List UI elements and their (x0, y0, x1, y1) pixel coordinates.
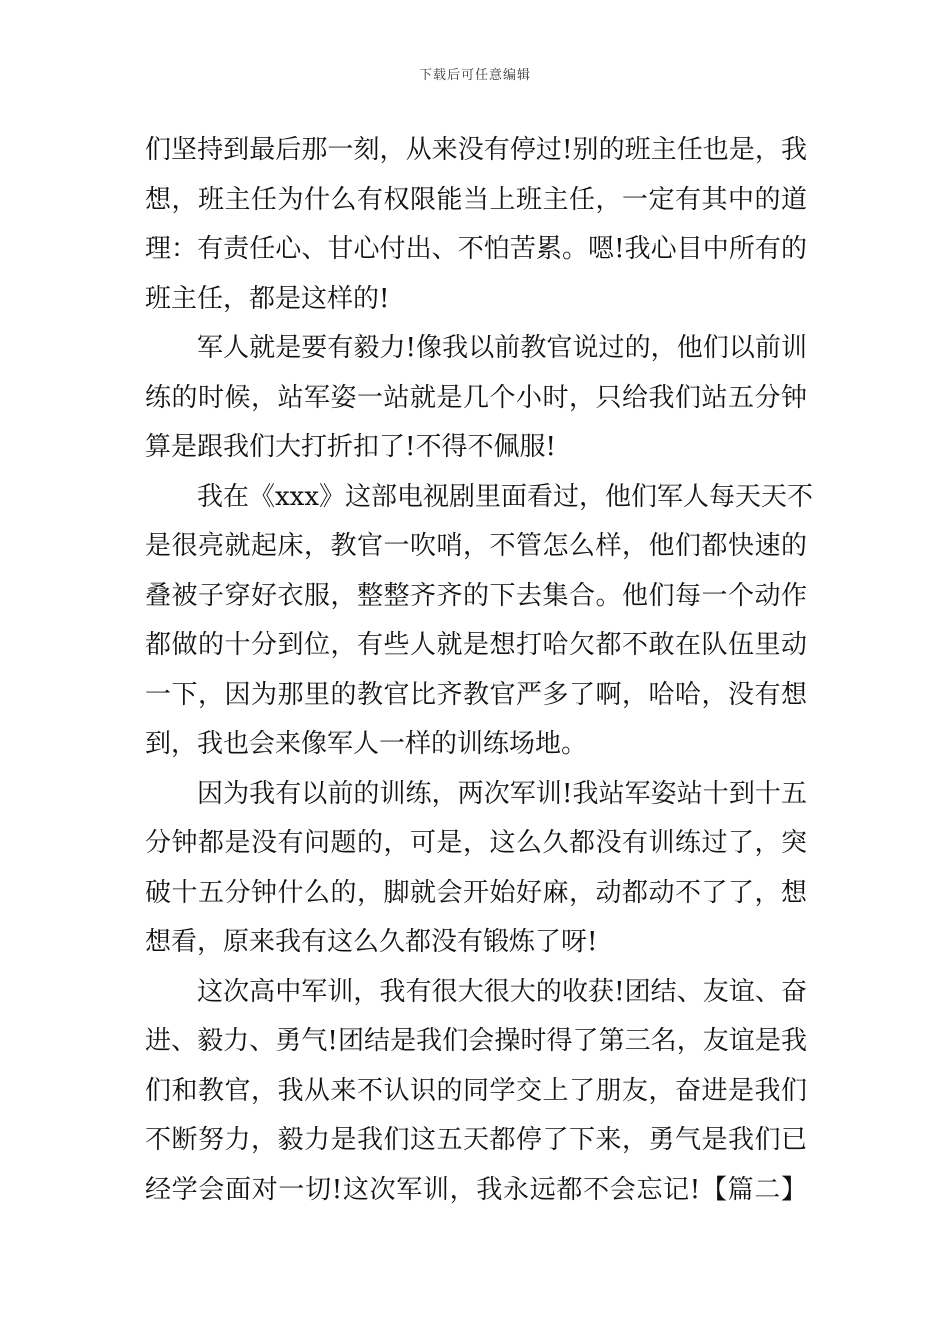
text-line: 算是跟我们大打折扣了!不得不佩服! (145, 432, 556, 462)
page-header: 下载后可任意编辑 (418, 68, 531, 83)
text-line: 班主任，都是这样的! (145, 283, 390, 314)
text-line: 想看，原来我有这么久都没有锻炼了呀! (145, 927, 598, 957)
text-line: 这次高中军训，我有很大很大的收获!团结、友谊、奋 (197, 976, 807, 1007)
document-body (145, 126, 813, 1215)
text-line: 不断努力，毅力是我们这五天都停了下来，勇气是我们已 (145, 1125, 807, 1155)
text-line: 进、毅力、勇气!团结是我们会操时得了第三名，友谊是我 (145, 1026, 807, 1056)
text-line: 叠被子穿好衣服，整整齐齐的下去集合。他们每一个动作 (145, 580, 807, 611)
text-line: 一下，因为那里的教官比齐教官严多了啊，哈哈，没有想 (145, 679, 807, 710)
text-line: 是很亮就起床，教官一吹哨，不管怎么样，他们都快速的 (145, 531, 807, 561)
text-line: 破十五分钟什么的，脚就会开始好麻，动都动不了了，想 (145, 877, 807, 908)
text-line: 因为我有以前的训练，两次军训!我站军姿站十到十五 (197, 778, 807, 809)
text-line: 我在《xxx》这部电视剧里面看过，他们军人每天天不 (197, 481, 813, 512)
text-line: 分钟都是没有问题的，可是，这么久都没有训练过了，突 (145, 828, 807, 858)
text-line: 练的时候，站军姿一站就是几个小时，只给我们站五分钟 (145, 382, 807, 413)
text-line: 都做的十分到位，有些人就是想打哈欠都不敢在队伍里动 (145, 630, 807, 660)
text-line: 们坚持到最后那一刻，从来没有停过!别的班主任也是，我 (145, 135, 807, 165)
text-line: 军人就是要有毅力!像我以前教官说过的，他们以前训 (197, 333, 807, 363)
text-line: 们和教官，我从来不认识的同学交上了朋友，奋进是我们 (145, 1075, 807, 1106)
text-line: 经学会面对一切!这次军训，我永远都不会忘记!【篇二】 (145, 1174, 807, 1205)
text-line: 到，我也会来像军人一样的训练场地。 (145, 729, 588, 759)
text-line: 理：有责任心、甘心付出、不怕苦累。嗯!我心目中所有的 (145, 234, 807, 264)
text-line: 想，班主任为什么有权限能当上班主任，一定有其中的道 (145, 184, 807, 215)
